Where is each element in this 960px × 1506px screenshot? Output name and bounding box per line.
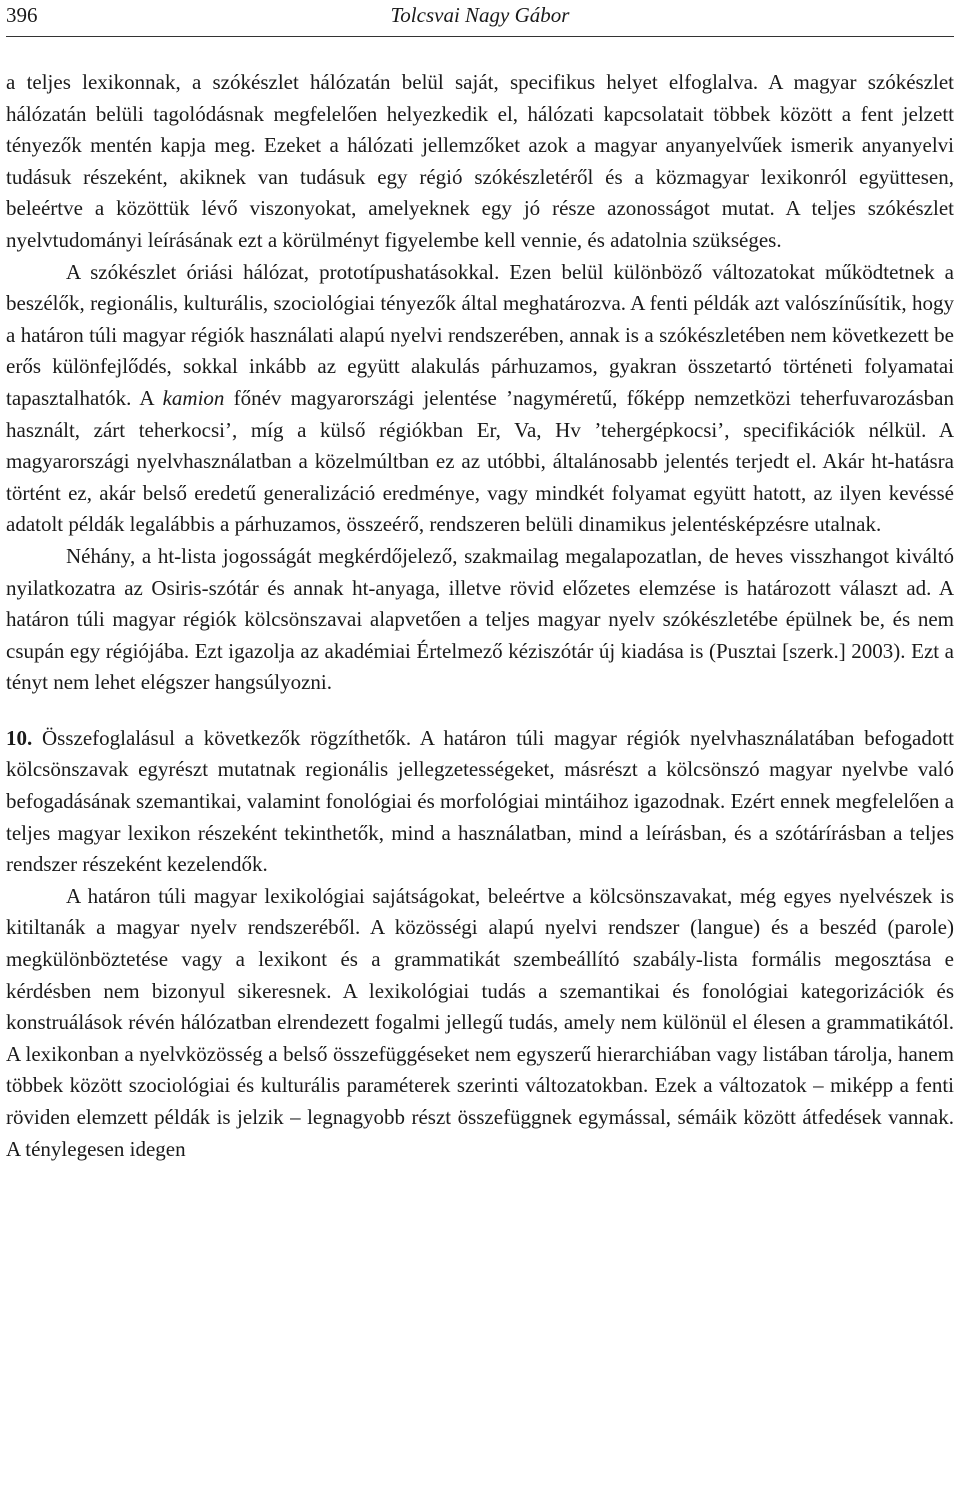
- paragraph-lexical-network: [6, 257, 954, 541]
- running-title-author: Tolcsvai Nagy Gábor: [390, 3, 570, 27]
- italic-term: kamion: [162, 385, 225, 410]
- section-lead: Összefoglalásul a következők rögzíthetők.: [32, 725, 412, 750]
- body-text: [6, 67, 954, 1165]
- book-page: [6, 0, 954, 1506]
- section-number: 10.: [6, 725, 33, 750]
- paragraph-text: főnév magyarországi jelentése ’nagyméretű, főképp nemzetközi teherfuvarozásban használt, zárt teherkocsi’, míg a külső régiókban Er, Va, Hv ’tehergépkocsi’, specifikációk nélkül. A magyarországi nyelvhasználatban a közelmúltban ez az utóbbi, általánosabb jelentés terjedt el. Akár ht-hatásra történt ez, akár belső eredetű generalizáció eredménye, vagy mindkét folyamat együtt hatott, az ilyen kevéssé adatolt példák legalábbis a párhuzamos, összeérő, rendszeren belüli dinamikus jelentésképzésre utalnak.: [6, 385, 954, 537]
- section-summary-paragraph: [6, 723, 954, 881]
- paragraph-text: A határon túli magyar régiók nyelvhasználatában befogadott kölcsönszavak egyrészt mutatnak regionális jellegzetességeket, másrészt a kölcsönszó magyar nyelvbe való befogadásának szemantikai, valamint fonológiai és morfológiai mintáihoz igazodnak. Ezért ennek megfelelően a teljes magyar lexikon részeként tekinthetők, mind a használatban, mind a leírásban, és a szótárírásban a teljes rendszer részeként kezelendők.: [6, 725, 954, 877]
- paragraph-continued: a teljes lexikonnak, a szókészlet hálózatán belül saját, specifikus helyet elfoglalva. A magyar szókészlet hálózatán belüli tagolódásnak megfelelően helyezkedik el, hálózati kapcsolatait többek között a fent jelzett tényezők mentén kapja meg. Ezeket a hálózati jellemzőket azok a magyar anyanyelvűek ismerik anyanyelvi tudásuk részeként, akiknek van tudásuk egy régió szókészletéről és a közmagyar lexikonról együttesen, beleértve a közöttük lévő viszonyokat, amelyeknek egy jó része azonosságot mutat. A teljes szókészlet nyelvtudományi leírásának ezt a körülményt figyelembe kell vennie, és adatolnia szükséges.: [6, 70, 954, 252]
- paragraph-osiris-dictionary: Néhány, a ht-lista jogosságát megkérdőjelező, szakmailag megalapozatlan, de heves visszhangot kiváltó nyilatkozatra az Osiris-szótár és annak ht-anyaga, illetve rövid előzetes elemzése is határozott választ ad. A határon túli magyar régiók kölcsönszavai alapvetően a teljes magyar nyelv szókészletébe épülnek be, és nem csupán egy régiójába. Ezt igazolja az akadémiai Értelmező kéziszótár új kiadása is (Pusztai [szerk.] 2003). Ezt a tényt nem lehet elégszer hangsúlyozni.: [6, 543, 954, 695]
- running-head: [6, 0, 954, 37]
- page-number: 396: [6, 3, 38, 27]
- paragraph-text: A szókészlet óriási hálózat, prototípushatásokkal. Ezen belül különböző változatokat működtetnek a beszélők, regionális, kulturális, szociológiai tényezők által meghatározva. A fenti példák azt valószínűsítik, hogy a határon túli magyar régiók használati alapú nyelvi rendszerében, annak is a szókészletében nem következett be erős különfejlődés, sokkal inkább az együtt alakulás párhuzamos, gyakran összetartó történeti folyamatai tapasztalhatók. A: [6, 259, 954, 410]
- paragraph-lexicology: A határon túli magyar lexikológiai sajátságokat, beleértve a kölcsönszavakat, még egyes nyelvészek is kitiltanák a magyar nyelv rendszeréből. A közösségi alapú nyelvi rendszer (langue) és a beszéd (parole) megkülönböztetése vagy a lexikont és a grammatikát szembeállító szabály-lista formális megosztása e kérdésben nem bizonyul sikeresnek. A lexikológiai tudás a szemantikai és fonológiai kategorizációk és konstruálások révén hálózatban elrendezett fogalmi jellegű tudás, amely nem különül el élesen a grammatikától. A lexikonban a nyelvközösség a belső összefüggéseket nem egyszerű hierarchiában vagy listában tárolja, hanem többek között szociológiai és kulturális paraméterek szerinti változatokban. Ezek a változatok – miképp a fenti röviden elemzett példák is jelzik – legnagyobb részt összefüggnek egymással, sémáik között átfedések vannak. A ténylegesen idegen: [6, 883, 954, 1161]
